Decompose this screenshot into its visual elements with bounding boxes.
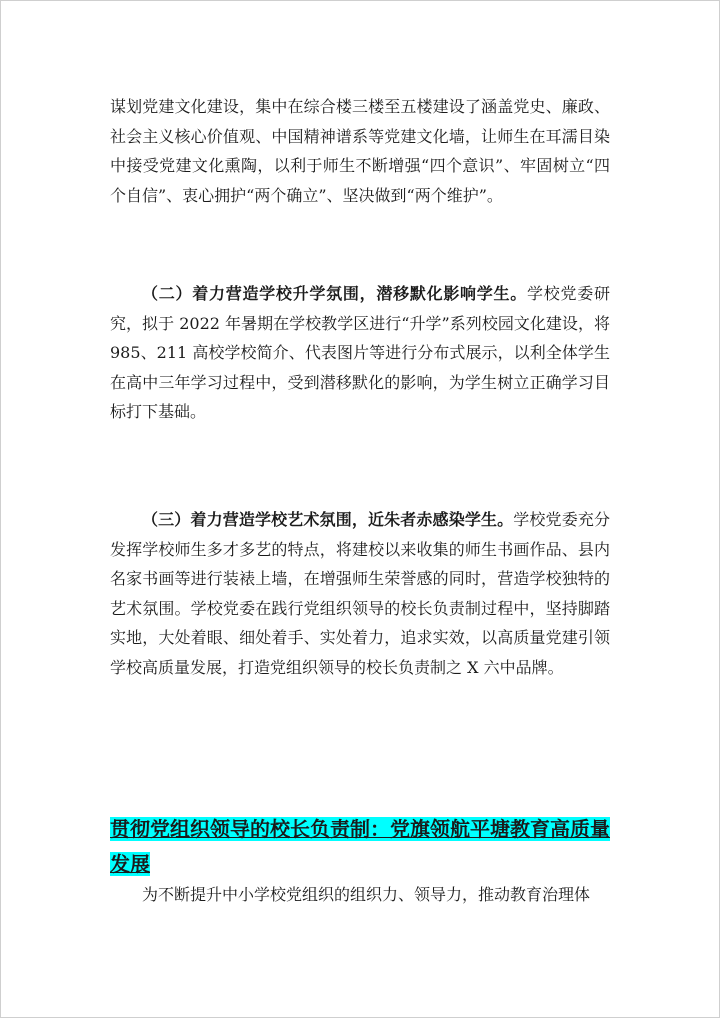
article-heading-block (110, 812, 610, 882)
section-three-heading: （三）着力营造学校艺术氛围，近朱者赤感染学生。 (142, 510, 514, 529)
highlighted-heading-text: 贯彻党组织领导的校长负责制：党旗领航平塘教育高质量发展 (110, 817, 610, 876)
paragraph-party-culture: 谋划党建文化建设，集中在综合楼三楼至五楼建设了涵盖党史、廉政、社会主义核心价值观、中国精神谱系等党建文化墙，让师生在耳濡目染中接受党建文化熏陶，以利于师生不断增强“四个意识”、牢固树立“四个自信”、衷心拥护“两个确立”、坚决做到“两个维护”。 (110, 97, 610, 205)
paragraph-intro: 为不断提升中小学校党组织的组织力、领导力，推动教育治理体 (142, 885, 591, 904)
article-heading (110, 812, 610, 882)
section-two-text: 学校党委研究，拟于 2022 年暑期在学校教学区进行“升学”系列校园文化建设，将 985、211 高校学校简介、代表图片等进行分布式展示，以利全体学生在高中三年学习过程中，受到潜移默化的影响，为学生树立正确学习目标打下基础。 (110, 284, 610, 421)
section-three-text: 学校党委充分发挥学校师生多才多艺的特点，将建校以来收集的师生书画作品、县内名家书画等进行装裱上墙，在增强师生荣誉感的同时，营造学校独特的艺术氛围。学校党委在践行党组织领导的校长负责制过程中，坚持脚踏实地，大处着眼、细处着手、实处着力，追求实效，以高质量党建引领学校高质量发展，打造党组织领导的校长负责制之 X 六中品牌。 (110, 510, 610, 677)
section-two-heading: （二）着力营造学校升学氛围，潜移默化影响学生。 (142, 284, 528, 303)
paragraph-section-two (110, 279, 610, 427)
paragraph-section-three (110, 505, 610, 682)
